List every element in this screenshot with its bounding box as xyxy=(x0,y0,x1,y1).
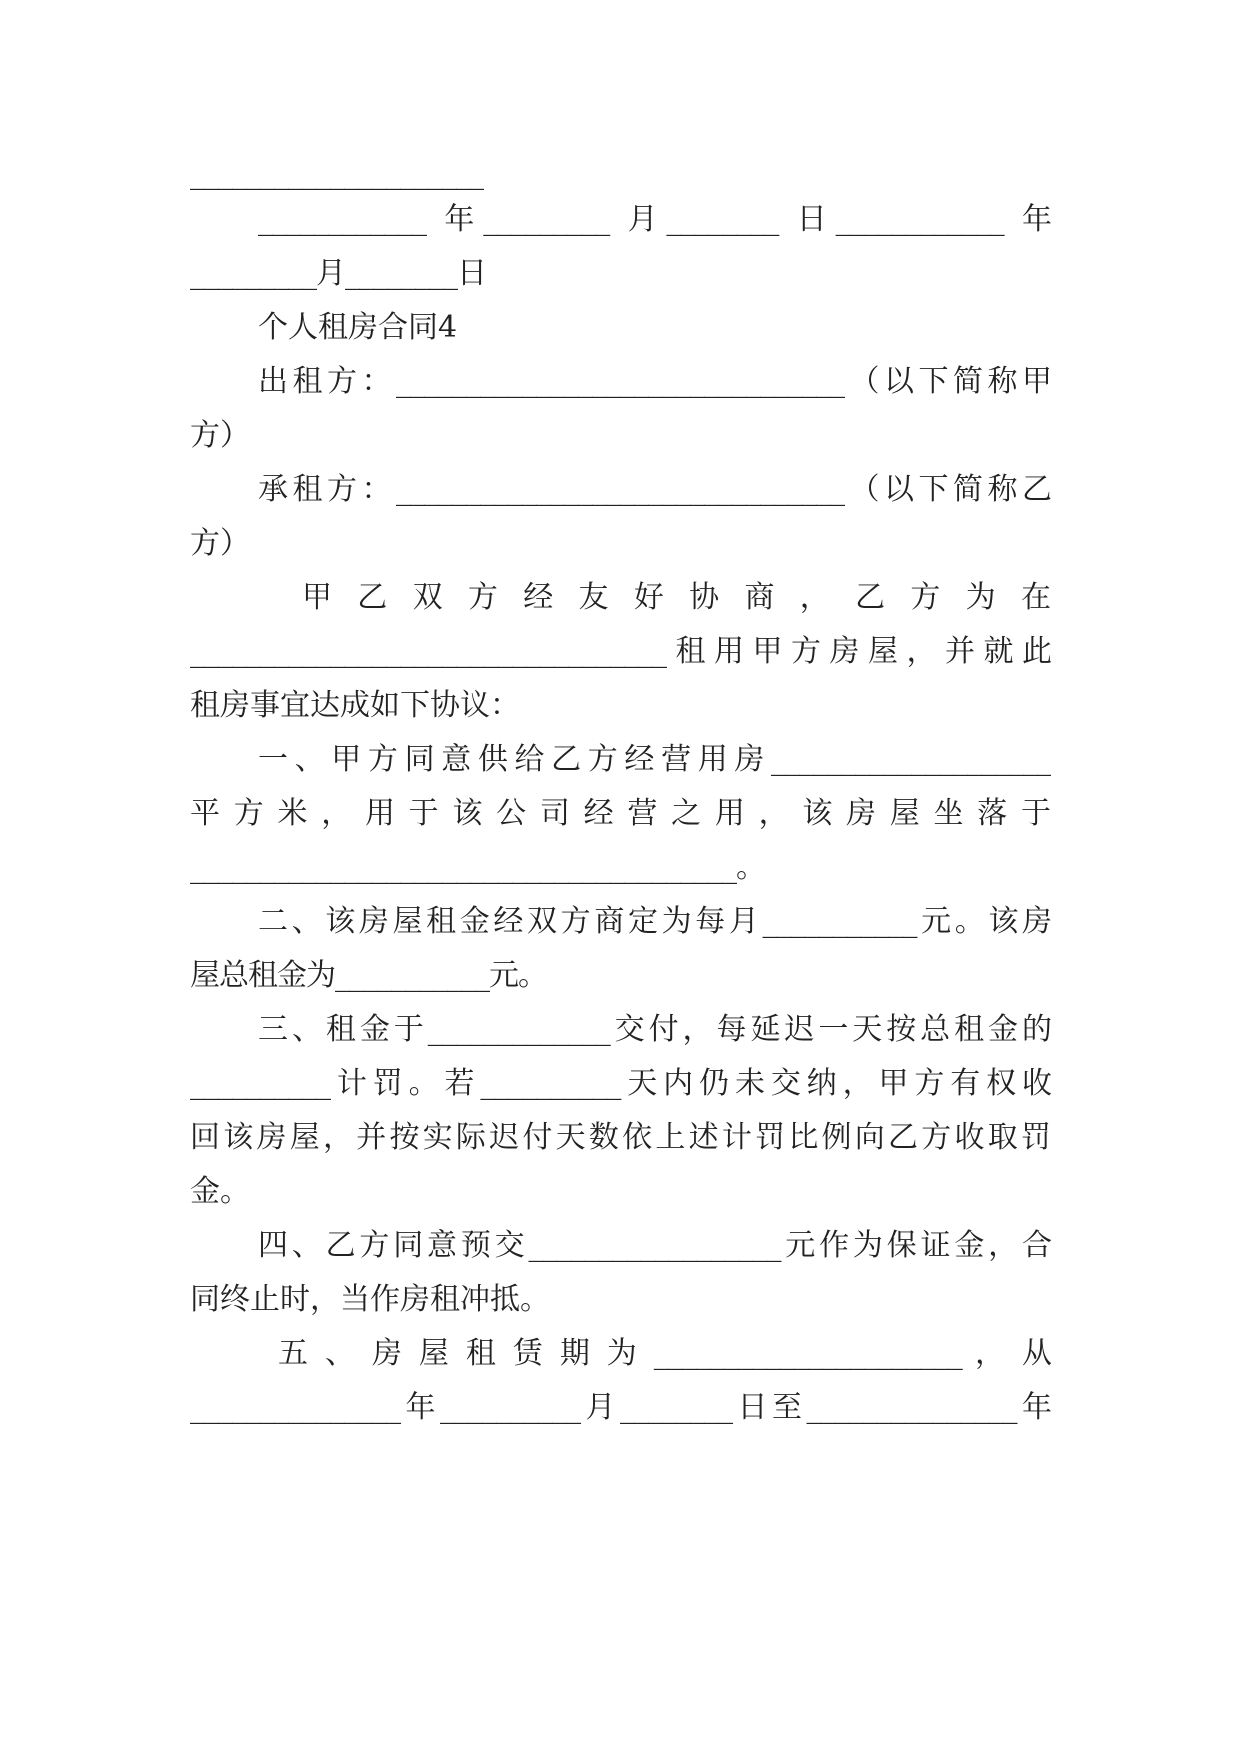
lessor-line: 出租方：________________________________（以下简称甲 xyxy=(258,364,1051,399)
clause-4-line-1: 四、乙方同意预交__________________元作为保证金，合 xyxy=(258,1228,1051,1263)
clause-1-line-2: 平 方 米 ， 用 于 该 公 司 经 营 之 用 ， 该 房 屋 坐 落 于 xyxy=(190,796,1051,831)
clause-1-line-3: _______________________________________。 xyxy=(190,850,765,885)
date-line-cont: _________月________日 xyxy=(190,256,486,291)
clause-2-line-1: 二、该房屋租金经双方商定为每月___________元。该房 xyxy=(258,904,1051,939)
clause-2-line-2: 屋总租金为___________元。 xyxy=(190,958,547,993)
date-line: ____________ 年_________ 月________ 日____________ 年 xyxy=(258,202,1051,237)
blank-line: _____________________ xyxy=(190,156,484,191)
preamble-line-2: __________________________________租用甲方房屋，并就此 xyxy=(190,634,1051,669)
lessee-line: 承租方：________________________________（以下简称乙 xyxy=(258,472,1051,507)
preamble-line-3: 租房事宜达成如下协议： xyxy=(190,688,520,723)
section-title: 个人租房合同4 xyxy=(258,310,458,345)
clause-3-line-2: __________计罚。若__________天内仍未交纳，甲方有权收 xyxy=(190,1066,1051,1101)
lessee-line-cont: 方） xyxy=(190,526,250,561)
clause-5-line-1: 五 、 房 屋 租 赁 期 为 ______________________ ， 从 xyxy=(278,1336,1051,1371)
clause-3-line-4: 金。 xyxy=(190,1174,250,1209)
preamble-line: 甲 乙 双 方 经 友 好 协 商 ， 乙 方 为 在 xyxy=(302,580,1051,615)
lessor-line-cont: 方） xyxy=(190,418,250,453)
clause-3-line-1: 三、租金于_____________交付，每延迟一天按总租金的 xyxy=(258,1012,1051,1047)
clause-4-line-2: 同终止时，当作房租冲抵。 xyxy=(190,1282,550,1317)
clause-1-line-1: 一、甲方同意供给乙方经营用房____________________ xyxy=(258,742,1051,777)
clause-3-line-3: 回该房屋，并按实际迟付天数依上述计罚比例向乙方收取罚 xyxy=(190,1120,1051,1155)
clause-5-line-2: _______________年__________月________日至_______________年 xyxy=(190,1390,1051,1425)
